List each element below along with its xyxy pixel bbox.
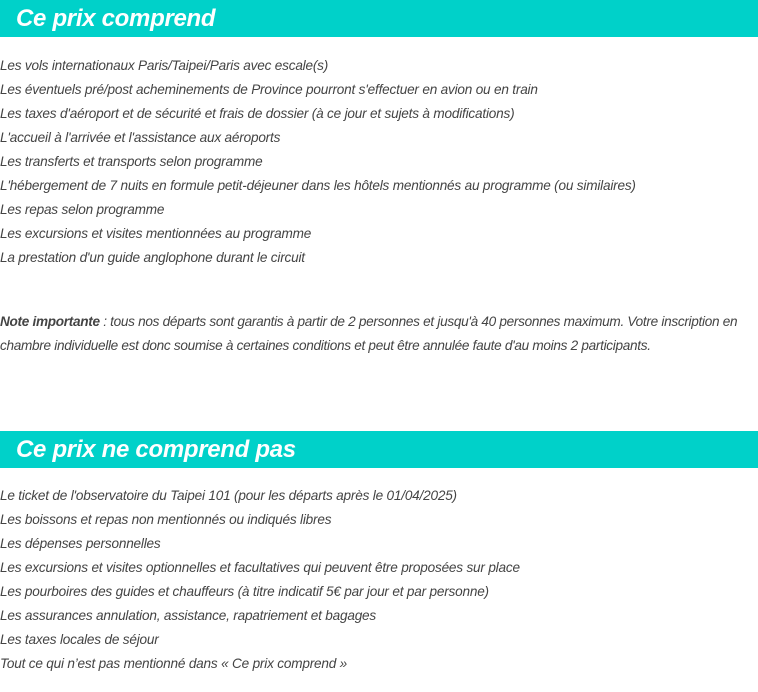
excludes-header — [0, 431, 758, 468]
note-text: : tous nos départs sont garantis à partir de 2 personnes et jusqu'à 40 personnes maximum. Votre inscription en chambre individuelle est donc soumise à certaines conditions et peut être annulée faute d'au moins 2 participants. — [0, 314, 738, 353]
includes-list — [0, 54, 636, 270]
list-item: Les transferts et transports selon programme — [0, 154, 263, 169]
list-item: Les pourboires des guides et chauffeurs (à titre indicatif 5€ par jour et par personne) — [0, 584, 489, 599]
list-item: Les excursions et visites optionnelles et facultatives qui peuvent être proposées sur place — [0, 560, 520, 575]
list-item: Les taxes d'aéroport et de sécurité et frais de dossier (à ce jour et sujets à modifications) — [0, 106, 515, 121]
important-note — [0, 310, 740, 358]
list-item: Les dépenses personnelles — [0, 536, 161, 551]
list-item: L'hébergement de 7 nuits en formule petit-déjeuner dans les hôtels mentionnés au programme (ou similaires) — [0, 178, 636, 193]
includes-header — [0, 0, 758, 37]
list-item: Les repas selon programme — [0, 202, 165, 217]
list-item: La prestation d'un guide anglophone durant le circuit — [0, 250, 305, 265]
includes-title: Ce prix comprend — [16, 5, 216, 32]
list-item: Les excursions et visites mentionnées au programme — [0, 226, 312, 241]
excludes-title: Ce prix ne comprend pas — [16, 436, 296, 463]
list-item: L'accueil à l'arrivée et l'assistance aux aéroports — [0, 130, 281, 145]
note-label: Note importante — [0, 314, 100, 329]
list-item: Tout ce qui n’est pas mentionné dans « Ce prix comprend » — [0, 656, 348, 671]
list-item: Les taxes locales de séjour — [0, 632, 159, 647]
list-item: Les vols internationaux Paris/Taipei/Paris avec escale(s) — [0, 58, 329, 73]
excludes-list — [0, 484, 520, 676]
list-item: Les éventuels pré/post acheminements de Province pourront s'effectuer en avion ou en train — [0, 82, 538, 97]
list-item: Les boissons et repas non mentionnés ou indiqués libres — [0, 512, 332, 527]
list-item: Le ticket de l'observatoire du Taipei 101 (pour les départs après le 01/04/2025) — [0, 488, 457, 503]
list-item: Les assurances annulation, assistance, rapatriement et bagages — [0, 608, 377, 623]
